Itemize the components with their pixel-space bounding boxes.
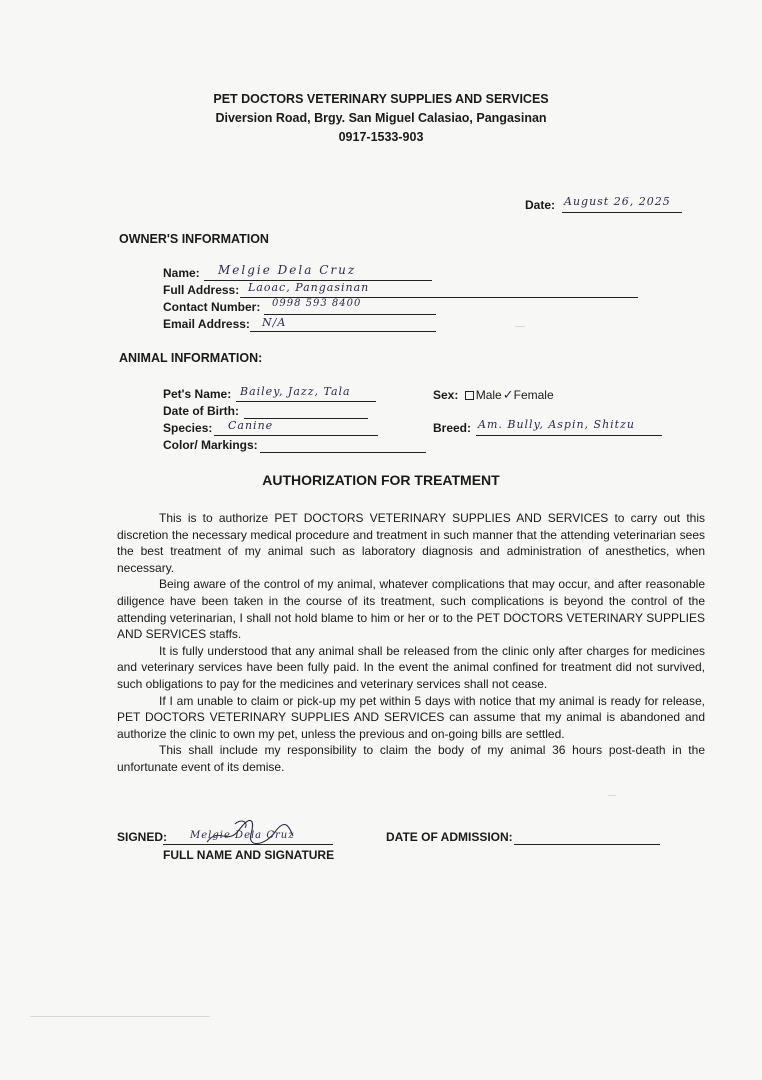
address-label: Full Address: [163,283,240,297]
contact-label: Contact Number: [163,300,261,314]
date-label: Date: [525,198,556,212]
pet-name-value: Bailey, Jazz, Tala [240,385,351,398]
authorization-paragraph: This is to authorize PET DOCTORS VETERINARY SUPPLIES AND SERVICES to carry out this discretion the necessary medical procedure and treatment in such manner that the attending veterinarian sees the best treatment of my animal such as laboratory diagnosis and administration of anesthetics, when necessary. [117,511,705,575]
owner-section-title: OWNER'S INFORMATION [119,232,269,246]
authorization-paragraph: This shall include my responsibility to claim the body of my animal 36 hours post-death in the unfortunate event of its demise. [117,743,705,774]
authorization-paragraph: If I am unable to claim or pick-up my pet within 5 days with notice that my animal is ready for release, PET DOCTORS VETERINARY SUPPLIES AND SERVICES can assume that my animal is abandoned and authorize the clinic to own my pet, unless the previous and on-going bills are settled. [117,693,705,741]
address-value: Laoac, Pangasinan [248,281,370,294]
pet-name-label: Pet's Name: [163,387,232,401]
signature-scribble [205,816,295,850]
dob-line [244,402,368,419]
contact-value: 0998 593 8400 [272,298,362,309]
color-label: Color/ Markings: [163,438,258,452]
signature-caption: FULL NAME AND SIGNATURE [163,848,335,862]
sex-label: Sex: [433,388,459,402]
sex-field [433,387,554,403]
owner-name-label: Name: [163,266,200,280]
breed-value: Am. Bully, Aspin, Shitzu [478,418,635,431]
female-option-label: Female [513,388,554,402]
female-checkmark[interactable]: ✓ [502,387,514,402]
admission-line [514,828,660,845]
clinic-header [0,90,762,147]
admission-label: DATE OF ADMISSION: [386,830,513,844]
color-line [260,436,426,453]
animal-section-title: ANIMAL INFORMATION: [119,351,263,365]
dob-label: Date of Birth: [163,404,239,418]
authorization-body [117,510,705,776]
email-value: N/A [262,316,287,329]
authorization-paragraph: It is fully understood that any animal shall be released from the clinic only after charges for medicines and veterinary services have been fully paid. In the event the animal confined for treatment did not survived, such obligations to pay for the medicines and veterinary services shall not cease. [117,643,705,691]
date-value: August 26, 2025 [564,195,671,208]
male-option-label: Male [475,388,502,402]
species-label: Species: [163,421,213,435]
owner-name-value: Melgie Dela Cruz [218,263,357,277]
species-value: Canine [228,419,274,432]
email-label: Email Address: [163,317,250,331]
clinic-name: PET DOCTORS VETERINARY SUPPLIES AND SERVICES [213,92,549,106]
clinic-address: Diversion Road, Brgy. San Miguel Calasiao, Pangasinan [215,111,547,125]
signed-label: SIGNED: [117,830,168,844]
authorization-paragraph: Being aware of the control of my animal, whatever complications that may occur, and after reasonable diligence have been taken in the course of its treatment, such complications is beyond the control of the attending veterinarian, I shall not hold blame to him or her or to the PET DOCTORS VETERINARY SUPPLIES AND SERVICES staffs. [117,577,705,642]
male-checkbox[interactable] [465,391,474,400]
clinic-phone: 0917-1533-903 [338,130,424,144]
scan-edge [30,1016,210,1017]
signature-name: Melgie Dela Cruz [190,830,295,841]
scan-speck [608,795,616,796]
breed-label: Breed: [433,421,472,435]
scan-speck [515,326,525,327]
authorization-title: AUTHORIZATION FOR TREATMENT [262,472,500,488]
